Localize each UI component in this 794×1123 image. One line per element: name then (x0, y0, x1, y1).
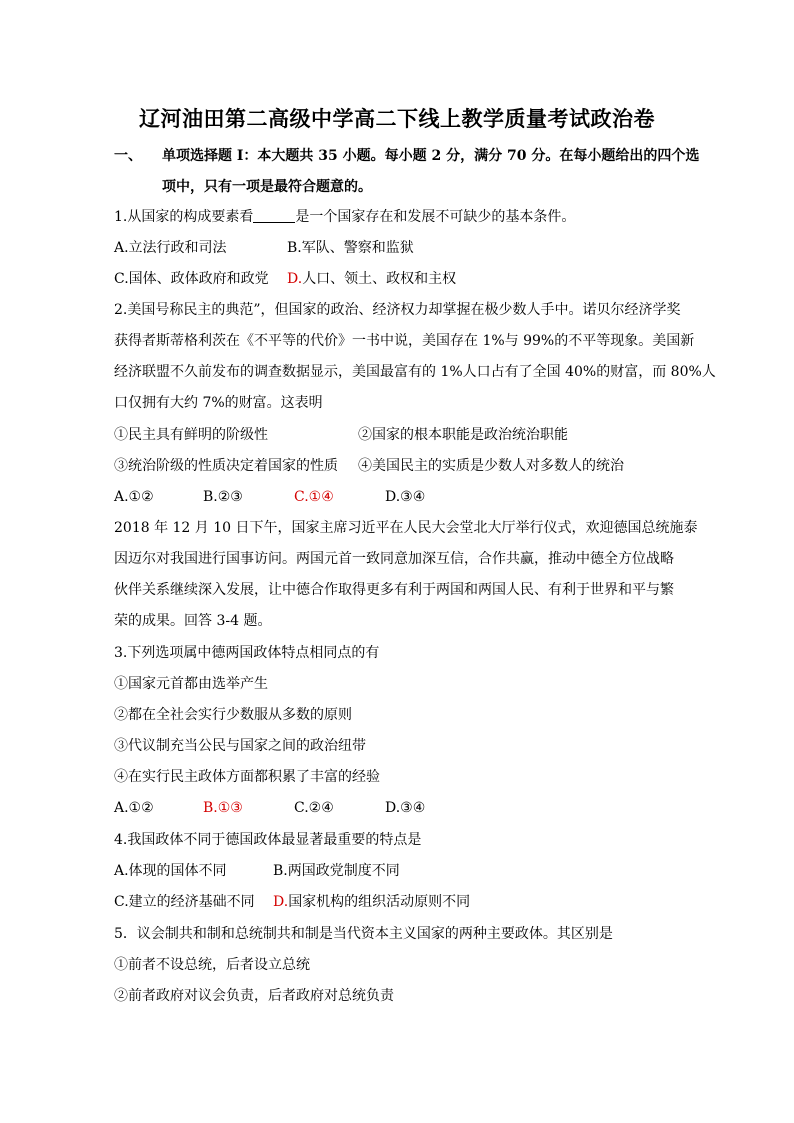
q3-statement-1: ①国家元首都由选举产生 (114, 676, 268, 692)
q3-option-a: A.①② (114, 800, 154, 816)
q2-option-a: A.①② (114, 489, 154, 505)
q1-stem (114, 207, 575, 227)
q5-statement-1: ①前者不设总统，后者设立总统 (114, 957, 310, 973)
q2-statement-3: ③统治阶级的性质决定着国家的性质 (114, 458, 338, 474)
section-instruction-line2: 项中，只有一项是最符合题意的。 (162, 179, 372, 195)
q1-stem-b: 是一个国家存在和发展不可缺少的基本条件。 (295, 209, 576, 225)
q2-option-c: C.①④ (294, 489, 334, 505)
q1-option-a: A.立法行政和司法 (114, 240, 227, 256)
q3-statement-4: ④在实行民主政体方面都积累了丰富的经验 (114, 769, 380, 785)
q2-statement-4: ④美国民主的实质是少数人对多数人的统治 (358, 458, 624, 474)
q4-option-d-letter: D. (273, 894, 289, 910)
q2-stem-line-1: 2.美国号称民主的典范”，但国家的政治、经济权力却掌握在极少数人手中。诺贝尔经济学奖 (114, 302, 681, 318)
q3-stem: 3.下列选项属中德两国政体特点相同点的有 (114, 645, 380, 661)
q4-option-a: A.体现的国体不同 (114, 863, 227, 879)
q2-stem-line-3: 经济联盟不久前发布的调查数据显示，美国最富有的 1%人口占有了全国 40%的财富，而 80%人 (114, 364, 716, 380)
q4-option-d-text: 国家机构的组织活动原则不同 (288, 894, 471, 910)
q1-option-b: B.军队、警察和监狱 (287, 240, 414, 256)
q1-stem-a: 1.从国家的构成要素看 (114, 209, 254, 225)
section-number: 一、 (114, 148, 142, 164)
passage-line-1: 2018 年 12 月 10 日下午，国家主席习近平在人民大会堂北大厅举行仪式，欢迎德国总统施泰 (114, 520, 698, 536)
q5-stem: 5．议会制共和制和总统制共和制是当代资本主义国家的两种主要政体。其区别是 (114, 926, 613, 942)
q1-option-c: C.国体、政体政府和政党 (114, 271, 269, 287)
q2-statement-2: ②国家的根本职能是政治统治职能 (358, 427, 568, 443)
q2-option-d: D.③④ (385, 489, 426, 505)
q2-stem-line-2: 获得者斯蒂格利茨在《不平等的代价》一书中说，美国存在 1%与 99%的不平等现象。美国新 (114, 333, 695, 349)
q1-blank (253, 208, 295, 223)
q2-option-b: B.②③ (203, 489, 243, 505)
q4-option-c: C.建立的经济基础不同 (114, 894, 255, 910)
section-instruction-line1: 单项选择题 I：本大题共 35 小题。每小题 2 分，满分 70 分。在每小题给出的四个选 (162, 148, 700, 164)
q2-stem-line-4: 口仅拥有大约 7%的财富。这表明 (114, 395, 323, 411)
q3-option-d: D.③④ (385, 800, 426, 816)
q3-option-c: C.②④ (294, 800, 334, 816)
passage-line-4: 荣的成果。回答 3-4 题。 (114, 613, 272, 629)
q4-option-d (273, 892, 470, 912)
q1-option-d-text: 人口、领土、政权和主权 (302, 271, 457, 287)
q1-option-d-letter: D. (287, 271, 303, 287)
q3-statement-2: ②都在全社会实行少数服从多数的原则 (114, 707, 352, 723)
q2-statement-1: ①民主具有鲜明的阶级性 (114, 427, 268, 443)
q1-option-d (287, 269, 456, 289)
exam-title: 辽河油田第二高级中学高二下线上教学质量考试政治卷 (139, 106, 655, 131)
q5-statement-2: ②前者政府对议会负责，后者政府对总统负责 (114, 988, 394, 1004)
q4-option-b: B.两国政党制度不同 (273, 863, 400, 879)
passage-line-3: 伙伴关系继续深入发展，让中德合作取得更多有利于两国和两国人民、有利于世界和平与繁 (114, 582, 674, 598)
q4-stem: 4.我国政体不同于德国政体最显著最重要的特点是 (114, 832, 422, 848)
passage-line-2: 因迈尔对我国进行国事访问。两国元首一致同意加深互信，合作共赢，推动中德全方位战略 (114, 551, 674, 567)
q3-statement-3: ③代议制充当公民与国家之间的政治纽带 (114, 738, 366, 754)
q3-option-b: B.①③ (203, 800, 243, 816)
